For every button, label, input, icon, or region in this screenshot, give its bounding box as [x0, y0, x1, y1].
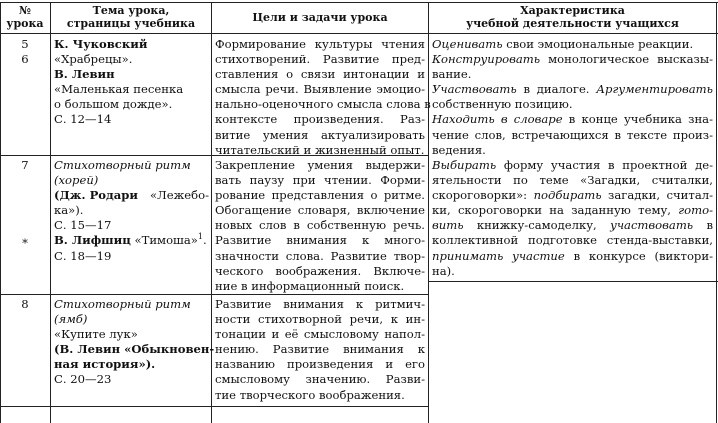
activity-verb: участвовать — [610, 218, 694, 233]
row1-lesson-numbers — [0, 37, 50, 67]
goals-line: нению. Развитие внимания к — [215, 342, 425, 357]
lesson-number: 5 — [21, 37, 29, 51]
goals-line: ние в информационный поиск. — [215, 278, 405, 293]
work-title: «Маленькая песенка — [54, 82, 184, 97]
goals-line: рование представления о ритме. — [215, 188, 425, 203]
row2-lesson-number — [0, 158, 50, 173]
activity-line: собственную позицию. — [432, 97, 573, 112]
header-num — [0, 4, 50, 30]
header-num-line1: № — [19, 4, 31, 17]
activity-verb: Находить в словаре — [432, 112, 563, 127]
author-name: (Дж. Родари — [54, 188, 138, 203]
activity-line: скороговорки»: подбирать загадки, считал- — [432, 188, 714, 203]
activity-block-2 — [432, 158, 713, 279]
topic-heading: Стихотворный ритм — [54, 158, 191, 172]
activity-verb: Выбирать — [432, 158, 497, 172]
rhythm-type: (хорей) — [54, 173, 99, 188]
col-border-2 — [211, 2, 212, 423]
goals-line: нально-оценочного смысла слова в — [215, 97, 431, 112]
rhythm-type: (ямб) — [54, 312, 88, 327]
goals-line: ставления о связи интонации и — [215, 67, 425, 82]
header-goals — [212, 11, 428, 24]
activity-line: ки, скороговорки на заданную тему, гото- — [432, 203, 714, 218]
activity-verb: принимать участие — [432, 248, 565, 263]
goals-line: новых слов в собственную речь. — [215, 218, 425, 233]
header-topic-line1: Тема урока, — [92, 4, 170, 17]
activity-verb: Участвовать — [432, 82, 517, 97]
activity-line: Оценивать свои эмоциональные реакции. — [432, 37, 694, 51]
activity-verb: вить — [432, 218, 464, 233]
period: . — [202, 233, 207, 248]
row2-asterisk — [0, 236, 50, 251]
activity-line: вить книжку-самоделку, участвовать в — [432, 218, 713, 233]
goals-line: ности стихотворной речи, к ин- — [215, 312, 425, 327]
work-reference: (В. Левин «Обыкновен- — [54, 342, 215, 357]
activity-line: ведения. — [432, 142, 486, 157]
row3-topic — [54, 297, 215, 388]
row3-lesson-number — [0, 297, 50, 312]
activity-line: коллективной подготовке стенда-выставки, — [432, 233, 713, 248]
header-activity-line2: учебной деятельности учащихся — [466, 17, 679, 30]
textbook-pages: С. 20—23 — [54, 372, 112, 387]
col-border-1 — [50, 2, 51, 423]
goals-line: названию произведения и его — [215, 357, 425, 372]
goals-line: витие умения актуализировать — [215, 127, 425, 142]
header-activity — [429, 4, 716, 30]
activity-verb: Оценивать — [432, 37, 503, 51]
goals-line: смысловому значению. Разви- — [215, 372, 425, 387]
activity-line: Выбирать форму участия в проектной де- — [432, 158, 713, 172]
header-topic-line2: страницы учебника — [66, 17, 196, 30]
activity-verb: гото- — [678, 203, 714, 218]
work-title: «Тимоша» — [134, 233, 198, 248]
row-separator-3 — [0, 406, 428, 407]
goals-line: контексте произведения. Раз- — [215, 112, 425, 127]
goals-line: тонации и её смысловому напол- — [215, 327, 425, 342]
activity-verb: подбирать — [533, 188, 602, 203]
activity-line: Находить в словаре в конце учебника зна- — [432, 112, 713, 127]
activity-line: ятельности по теме «Загадки, считалки, — [432, 173, 713, 188]
goals-line: Формирование культуры чтения — [215, 37, 425, 51]
activity-line: Конструировать монологическое высказы- — [432, 52, 713, 67]
activity-line: принимать участие в конкурсе (виктори- — [432, 248, 713, 263]
row2-topic — [54, 158, 209, 264]
row1-topic — [54, 37, 209, 128]
row-separator-2 — [0, 294, 428, 295]
activity-line: чение слов, встречающихся в тексте произ- — [432, 127, 713, 142]
header-activity-line1: Характеристика — [520, 4, 625, 17]
lesson-number: 7 — [21, 158, 29, 172]
textbook-pages: С. 12—14 — [54, 112, 112, 127]
asterisk-mark: * — [22, 236, 28, 250]
goals-line: Развитие внимания к много- — [215, 233, 425, 248]
author-name: В. Лифшиц — [54, 233, 131, 248]
goals-line: значности слова. Развитие твор- — [215, 248, 425, 263]
work-title: о большом дожде». — [54, 97, 173, 112]
col-border-3 — [428, 2, 429, 423]
activity-separator — [428, 281, 718, 282]
work-reference: ная история»). — [54, 357, 156, 372]
row2-goals — [215, 158, 425, 294]
author-name: К. Чуковский — [54, 37, 148, 51]
header-topic — [51, 4, 211, 30]
work-title: «Лежебо- — [149, 188, 209, 203]
work-reference — [54, 233, 209, 248]
goals-line: стихотворений. Развитие пред- — [215, 52, 425, 67]
goals-line: ческого воображения. Включе- — [215, 263, 425, 278]
header-goals-line1: Цели и задачи урока — [252, 11, 388, 24]
activity-line: Участвовать в диалоге. Аргументировать — [432, 82, 713, 97]
lesson-number: 8 — [21, 297, 29, 311]
goals-line: Развитие внимания к ритмич- — [215, 297, 425, 311]
footnote-mark: 1 — [197, 232, 203, 242]
work-reference — [54, 188, 209, 203]
work-title: «Храбрецы». — [54, 52, 133, 67]
topic-heading: Стихотворный ритм — [54, 297, 191, 311]
goals-line: Закрепление умения выдержи- — [215, 158, 425, 172]
textbook-pages: С. 15—17 — [54, 218, 112, 233]
col-border-4 — [716, 2, 717, 423]
goals-line: вать паузу при чтении. Форми- — [215, 173, 425, 188]
activity-line: на). — [432, 263, 455, 278]
row1-goals — [215, 37, 431, 158]
work-title: «Купите лук» — [54, 327, 138, 342]
header-num-line2: урока — [6, 17, 44, 30]
goals-line: Обогащение словаря, включение — [215, 203, 425, 218]
row3-goals — [215, 297, 425, 403]
activity-line: вание. — [432, 67, 472, 82]
activity-verb: Конструировать — [432, 52, 541, 67]
goals-line: читательский и жизненный опыт. — [215, 142, 425, 157]
activity-block-1 — [432, 37, 713, 158]
textbook-pages: С. 18—19 — [54, 248, 112, 263]
table-top-border — [0, 2, 718, 3]
goals-line: смысла речи. Выявление эмоцио- — [215, 82, 425, 97]
activity-verb: Аргументировать — [596, 82, 713, 97]
lesson-number: 6 — [21, 52, 29, 67]
goals-line: тие творческого воображения. — [215, 387, 405, 402]
author-name: В. Левин — [54, 67, 115, 82]
work-title: ка»). — [54, 203, 84, 218]
header-bottom-border — [0, 33, 718, 34]
